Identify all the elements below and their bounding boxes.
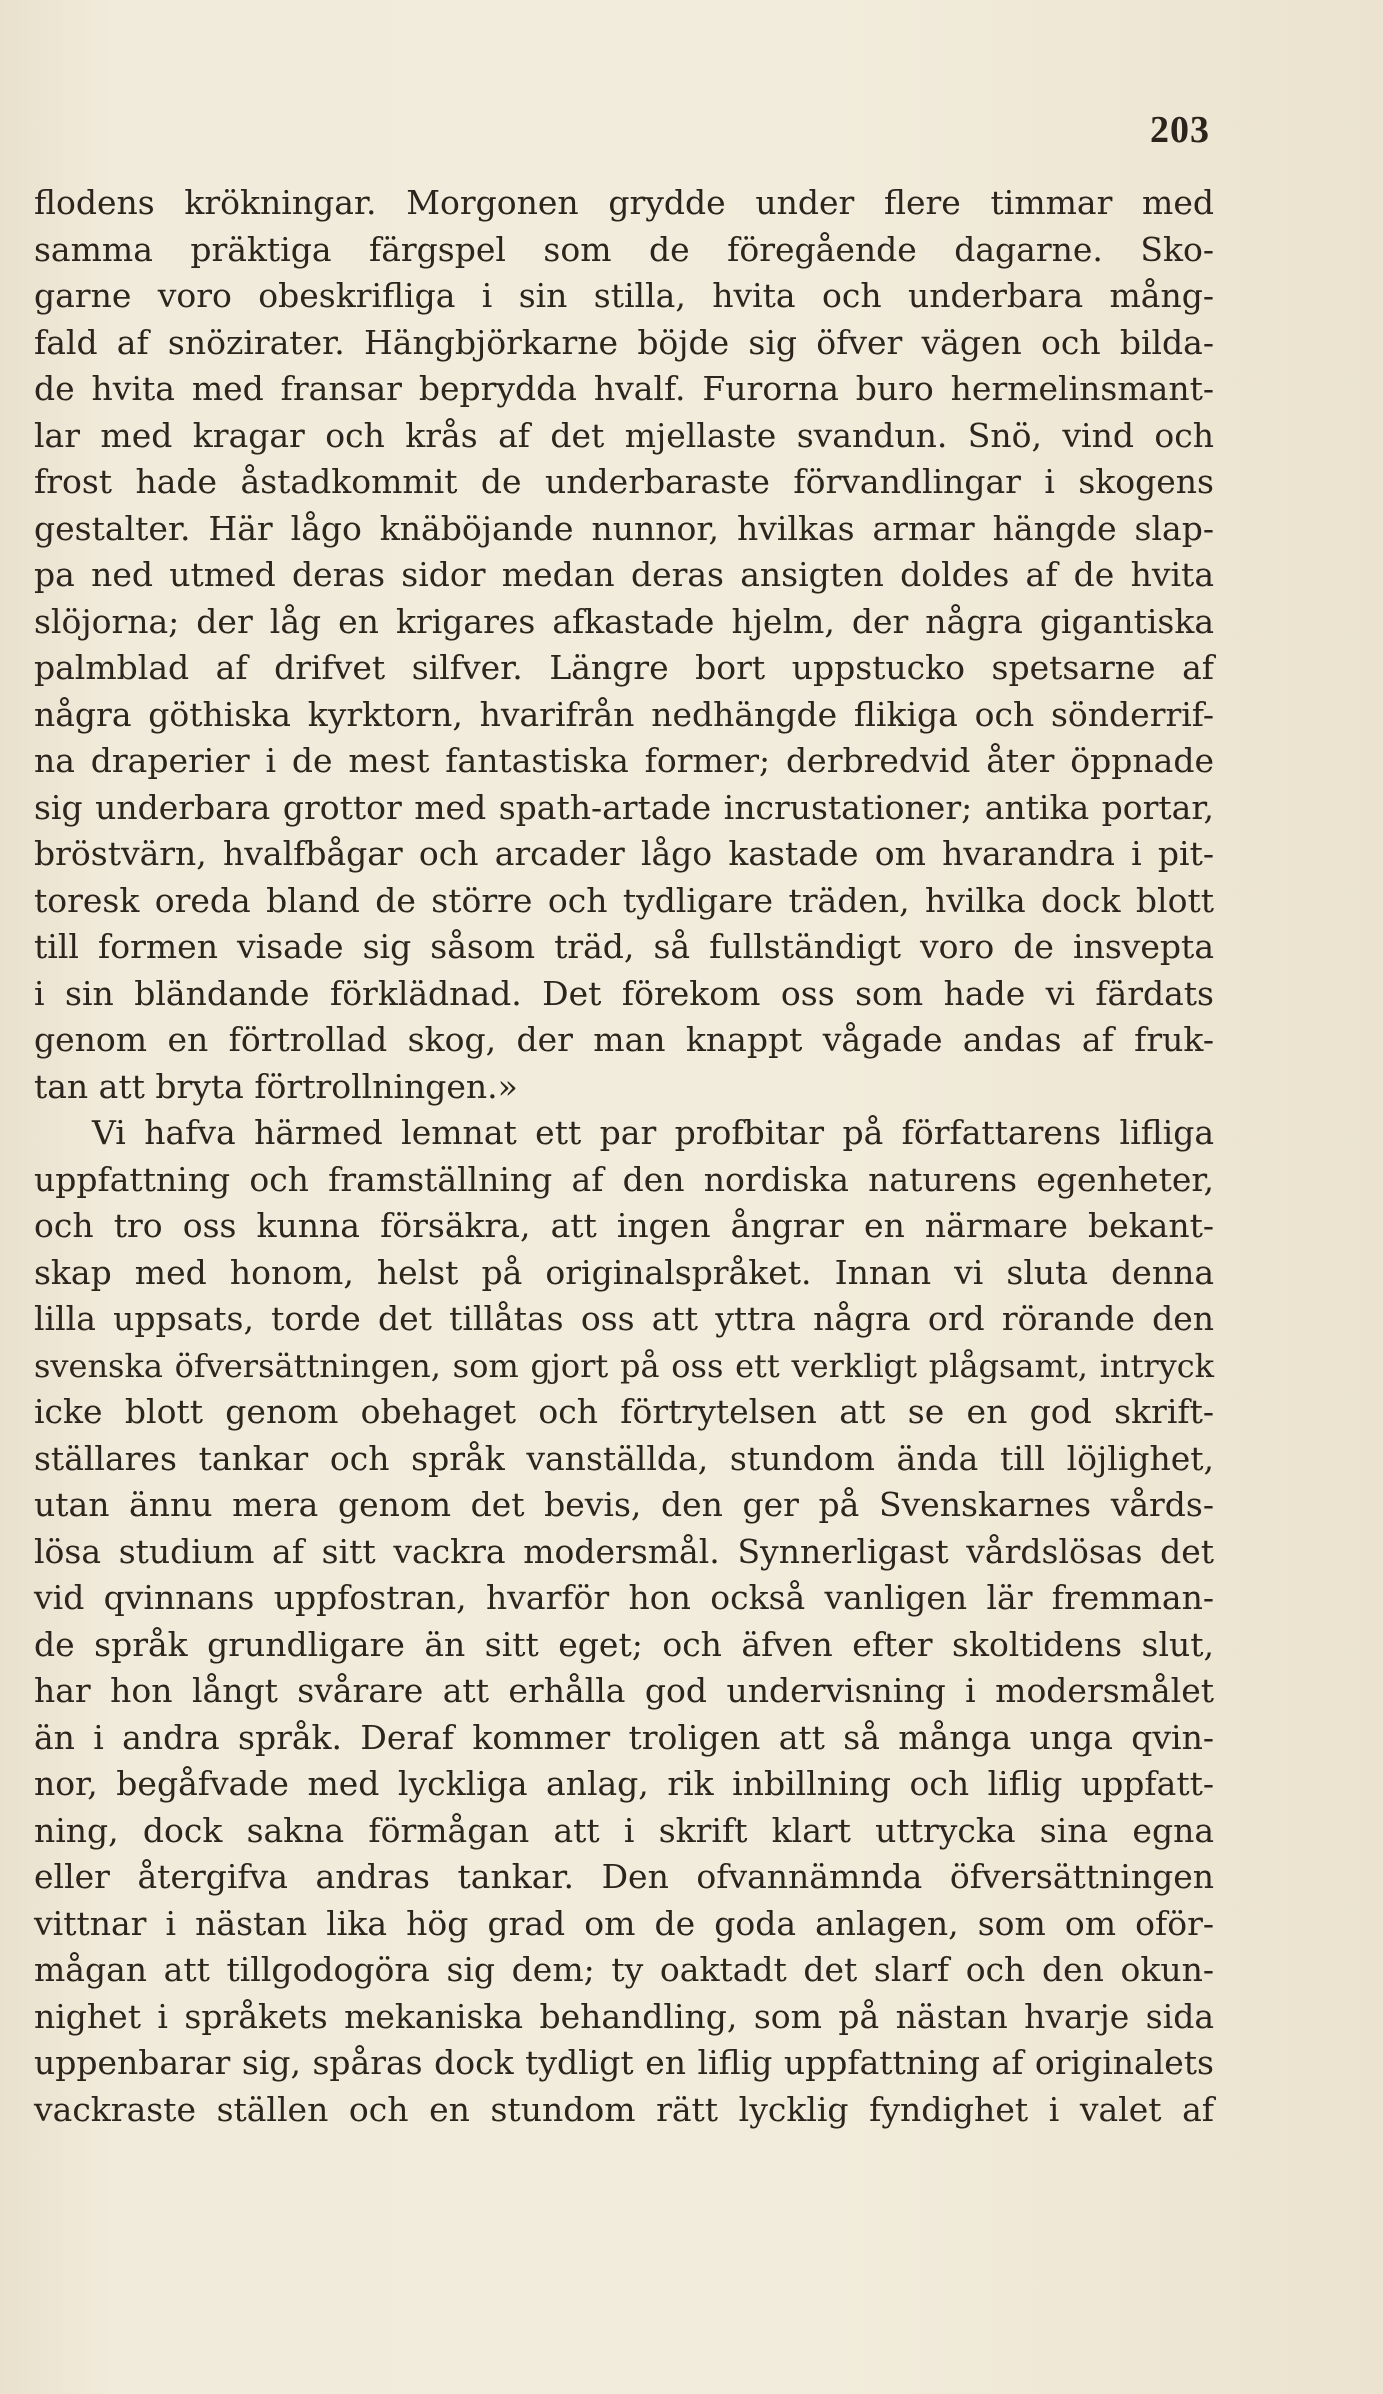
text-line: än i andra språk. Deraf kommer troligen att så många unga qvin- bbox=[34, 1717, 1214, 1757]
text-line: vackraste ställen och en stundom rätt lycklig fyndighet i valet af bbox=[34, 2089, 1214, 2129]
text-line: de hvita med fransar beprydda hvalf. Furorna buro hermelinsmant- bbox=[34, 369, 1214, 408]
text-line: uppfattning och framställning af den nordiska naturens egenheter, bbox=[34, 1159, 1214, 1199]
text-line: har hon långt svårare att erhålla god undervisning i modersmålet bbox=[34, 1671, 1214, 1710]
text-line: de språk grundligare än sitt eget; och äfven efter skoltidens slut, bbox=[34, 1624, 1214, 1664]
text-line: till formen visade sig såsom träd, så fullständigt voro de insvepta bbox=[34, 927, 1214, 966]
page-number: 203 bbox=[1150, 109, 1210, 151]
text-line: vid qvinnans uppfostran, hvarför hon också vanligen lär fremman- bbox=[34, 1578, 1214, 1617]
text-line: vittnar i nästan lika hög grad om de goda anlagen, som om oför- bbox=[34, 1903, 1214, 1943]
text-line: lilla uppsats, torde det tillåtas oss att yttra några ord rörande den bbox=[34, 1299, 1214, 1338]
text-line: bröstvärn, hvalfbågar och arcader lågo kastade om hvarandra i pit- bbox=[34, 834, 1214, 873]
text-line: skap med honom, helst på originalspråket. Innan vi sluta denna bbox=[34, 1252, 1214, 1292]
text-line: garne voro obeskrifliga i sin stilla, hvita och underbara mång- bbox=[34, 276, 1214, 315]
text-line: pa ned utmed deras sidor medan deras ansigten doldes af de hvita bbox=[34, 555, 1214, 594]
text-line: och tro oss kunna försäkra, att ingen ångrar en närmare bekant- bbox=[34, 1206, 1214, 1245]
text-line: eller återgifva andras tankar. Den ofvannämnda öfversättningen bbox=[34, 1857, 1214, 1896]
text-line: några göthiska kyrktorn, hvarifrån nedhängde flikiga och sönderrif- bbox=[34, 694, 1214, 734]
text-line: sig underbara grottor med spath-artade incrustationer; antika portar, bbox=[34, 787, 1214, 827]
text-line: icke blott genom obehaget och förtrytelsen att se en god skrift- bbox=[34, 1392, 1214, 1431]
text-line: mågan att tillgodogöra sig dem; ty oaktadt det slarf och den okun- bbox=[34, 1950, 1214, 1989]
text-line: ställares tankar och språk vanställda, stundom ända till löjlighet, bbox=[34, 1438, 1214, 1478]
text-line: svenska öfversättningen, som gjort på oss ett verkligt plågsamt, intryck bbox=[34, 1346, 1214, 1385]
text-line: nor, begåfvade med lyckliga anlag, rik inbillning och liflig uppfatt- bbox=[34, 1764, 1214, 1803]
text-line: ning, dock sakna förmågan att i skrift klart uttrycka sina egna bbox=[34, 1810, 1214, 1850]
text-line: tan att bryta förtrollningen.» bbox=[34, 1066, 518, 1106]
text-line: fald af snözirater. Hängbjörkarne böjde sig öfver vägen och bilda- bbox=[34, 322, 1214, 362]
text-line: lösa studium af sitt vackra modersmål. Synnerligast vårdslösas det bbox=[34, 1531, 1214, 1571]
text-line: toresk oreda bland de större och tydligare träden, hvilka dock blott bbox=[34, 880, 1214, 920]
text-line: slöjorna; der låg en krigares afkastade hjelm, der några gigantiska bbox=[34, 601, 1214, 641]
text-line: genom en förtrollad skog, der man knappt vågade andas af fruk- bbox=[34, 1020, 1214, 1059]
text-line: na draperier i de mest fantastiska former; derbredvid åter öppnade bbox=[34, 741, 1214, 780]
text-line: flodens krökningar. Morgonen grydde under flere timmar med bbox=[34, 183, 1214, 222]
text-body bbox=[34, 180, 1214, 2133]
text-line: utan ännu mera genom det bevis, den ger på Svenskarnes vårds- bbox=[34, 1485, 1214, 1524]
text-line: lar med kragar och krås af det mjellaste svandun. Snö, vind och bbox=[34, 415, 1214, 455]
text-line: frost hade åstadkommit de underbaraste förvandlingar i skogens bbox=[34, 462, 1214, 501]
text-line: palmblad af drifvet silfver. Längre bort uppstucko spetsarne af bbox=[34, 648, 1214, 687]
paragraph-start-line: Vi hafva härmed lemnat ett par profbitar på författarens lifliga bbox=[92, 1113, 1214, 1152]
text-line: i sin bländande förklädnad. Det förekom oss som hade vi färdats bbox=[34, 973, 1214, 1013]
text-line: gestalter. Här lågo knäböjande nunnor, hvilkas armar hängde slap- bbox=[34, 508, 1214, 548]
text-line: uppenbarar sig, spåras dock tydligt en liflig uppfattning af originalets bbox=[34, 2043, 1214, 2082]
text-line: nighet i språkets mekaniska behandling, som på nästan hvarje sida bbox=[34, 1996, 1214, 2036]
text-line: samma präktiga färgspel som de föregående dagarne. Sko- bbox=[34, 229, 1214, 269]
